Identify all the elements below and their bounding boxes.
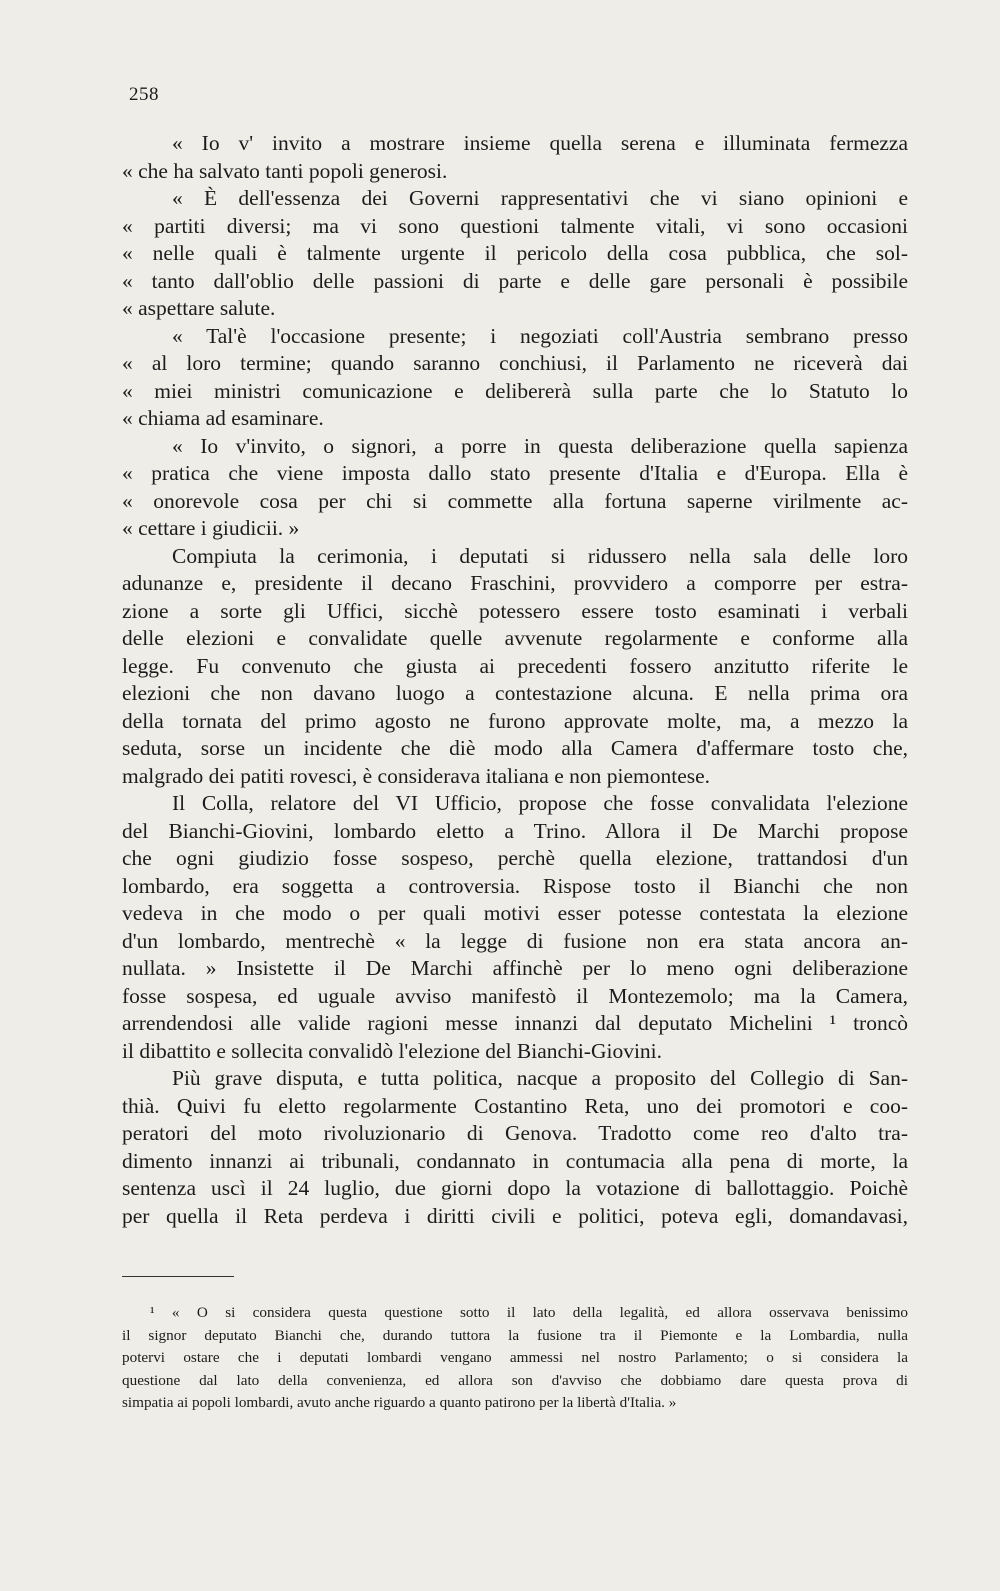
text-line: « onorevole cosa per chi si commette alla fortuna saperne virilmente ac- [122,488,908,513]
text-line: « Tal'è l'occasione presente; i negoziati coll'Austria sembrano presso [172,323,908,348]
text-line: « pratica che viene imposta dallo stato presente d'Italia e d'Europa. Ella è [122,461,908,485]
text-line: il dibattito e sollecita convalidò l'elezione del Bianchi-Giovini. [122,1038,663,1063]
text-line: della tornata del primo agosto ne furono approvate molte, ma, a mezzo la [122,708,908,733]
text-line: dimento innanzi ai tribunali, condannato in contumacia alla pena di morte, la [122,1148,908,1173]
text-line: « che ha salvato tanti popoli generosi. [122,158,448,183]
text-line: peratori del moto rivoluzionario di Genova. Tradotto come reo d'alto tra- [122,1121,908,1145]
text-line: « Io v' invito a mostrare insieme quella serena e illuminata fermezza [172,131,908,155]
text-line: nullata. » Insistette il De Marchi affinchè per lo meno ogni deliberazione [122,956,908,980]
text-line: « tanto dall'oblio delle passioni di parte e delle gare personali è possibile [122,268,908,293]
text-line: « chiama ad esaminare. [122,406,324,430]
footnote-line: simpatia ai popoli lombardi, avuto anche riguardo a quanto patirono per la libertà d'Italia. » [122,1394,677,1411]
footnote-line: questione dal lato della convenienza, ed allora son d'avviso che dobbiamo dare questa prova di [122,1371,908,1389]
text-line: lombardo, era soggetta a controversia. Rispose tosto il Bianchi che non [122,873,908,898]
footnotes [122,1302,908,1415]
body-text [122,130,908,1230]
text-line: che ogni giudizio fosse sospeso, perchè quella elezione, trattandosi d'un [122,846,908,870]
text-line: adunanze e, presidente il decano Fraschini, provvidero a comporre per estra- [122,571,908,595]
footnote-line: ¹ « O si considera questa questione sotto il lato della legalità, ed allora osservava benissimo [150,1304,908,1321]
text-line: « al loro termine; quando saranno conchiusi, il Parlamento ne riceverà dai [122,351,908,375]
text-line: « Io v'invito, o signori, a porre in questa deliberazione quella sapienza [172,433,908,458]
text-line: sentenza uscì il 24 luglio, due giorni dopo la votazione di ballottaggio. Poichè [122,1176,908,1200]
text-line: « partiti diversi; ma vi sono questioni talmente vitali, vi sono occasioni [122,213,908,238]
footnote-separator [122,1276,234,1277]
text-line: legge. Fu convenuto che giusta ai precedenti fossero anzitutto riferite le [122,653,908,678]
text-line: « È dell'essenza dei Governi rappresentativi che vi siano opinioni e [172,186,908,210]
footnote-line: il signor deputato Bianchi che, durando tuttora la fusione tra il Piemonte e la Lombardia, nulla [122,1326,908,1344]
text-line: Più grave disputa, e tutta politica, nacque a proposito del Collegio di San- [172,1066,908,1090]
text-line: « aspettare salute. [122,296,276,320]
text-line: thià. Quivi fu eletto regolarmente Costantino Reta, uno dei promotori e coo- [122,1093,908,1118]
text-line: « nelle quali è talmente urgente il pericolo della cosa pubblica, che sol- [122,241,908,265]
text-line: « cettare i giudicii. » [122,516,300,540]
text-line: del Bianchi-Giovini, lombardo eletto a Trino. Allora il De Marchi propose [122,818,908,843]
text-line: « miei ministri comunicazione e delibererà sulla parte che lo Statuto lo [122,378,908,403]
page-number: 258 [129,84,159,105]
text-line: delle elezioni e convalidate quelle avvenute regolarmente e conforme alla [122,626,908,650]
text-line: vedeva in che modo o per quali motivi esser potesse contestata la elezione [122,901,908,925]
footnote-line: potervi ostare che i deputati lombardi vengano ammessi nel nostro Parlamento; o si considera la [122,1349,908,1366]
text-line: arrendendosi alle valide ragioni messe innanzi dal deputato Michelini ¹ troncò [122,1011,908,1035]
text-line: malgrado dei patiti rovesci, è considerava italiana e non piemontese. [122,763,711,788]
text-line: fosse sospesa, ed uguale avviso manifestò il Montezemolo; ma la Camera, [122,983,908,1008]
text-line: seduta, sorse un incidente che diè modo alla Camera d'affermare tosto che, [122,736,908,760]
text-line: per quella il Reta perdeva i diritti civili e politici, poteva egli, domandavasi, [122,1203,908,1228]
text-line: d'un lombardo, mentrechè « la legge di fusione non era stata ancora an- [122,928,908,953]
text-line: zione a sorte gli Uffici, sicchè potessero essere tosto esaminati i verbali [122,598,908,623]
text-line: elezioni che non davano luogo a contestazione alcuna. E nella prima ora [122,681,908,705]
text-line: Compiuta la cerimonia, i deputati si ridussero nella sala delle loro [172,543,908,568]
text-line: Il Colla, relatore del VI Ufficio, propose che fosse convalidata l'elezione [172,791,908,815]
